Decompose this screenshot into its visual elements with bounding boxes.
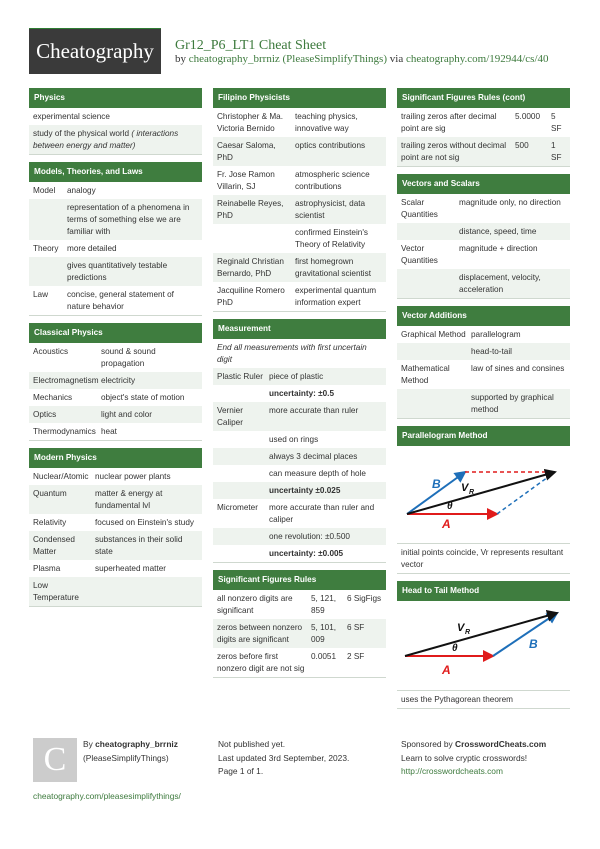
author-footer — [33, 738, 181, 804]
column-3 — [397, 88, 570, 716]
label-theta: θ — [452, 643, 458, 654]
sponsor-tagline: Learn to solve cryptic crosswords! — [401, 752, 528, 763]
last-updated: Last updated 3rd September, 2023. — [218, 752, 350, 763]
table-row — [397, 690, 570, 708]
table-row — [213, 648, 386, 677]
cell — [401, 392, 471, 416]
cell: all nonzero digits are significant — [217, 594, 293, 615]
cell: uncertainty: ±0.005 — [269, 549, 344, 558]
cell: Acoustics — [33, 347, 69, 356]
table-row — [213, 431, 386, 448]
byline — [175, 53, 595, 65]
cell: distance, speed, time — [459, 227, 537, 236]
head-to-tail-diagram — [397, 601, 570, 681]
cell: Fr. Jose Ramon Villarin, SJ — [217, 170, 275, 191]
cell: light and color — [101, 410, 152, 419]
cell — [33, 128, 198, 152]
physics-section — [29, 88, 202, 155]
table-row — [213, 339, 386, 368]
column-2 — [213, 88, 386, 685]
sponsor-url-link[interactable]: http://crosswordcheats.com — [401, 766, 503, 776]
table-row — [213, 545, 386, 562]
table-row — [397, 108, 570, 137]
cell: gives quantitatively testable predictions — [67, 261, 168, 282]
table-row — [397, 326, 570, 343]
section-header: Filipino Physicists — [213, 88, 386, 108]
cell: nuclear power plants — [95, 472, 171, 481]
footer-author-link[interactable]: cheatography_brrniz — [95, 739, 178, 749]
cell: superheated matter — [95, 564, 167, 573]
cell: Model — [33, 186, 56, 195]
cell: 6 SF — [347, 623, 365, 632]
cell: Condensed Matter — [33, 535, 75, 556]
cell — [217, 531, 269, 543]
cell: 5, 101, 009 — [311, 623, 337, 644]
cell: always 3 decimal places — [269, 452, 358, 461]
section-header: Models, Theories, and Laws — [29, 162, 202, 182]
table-row — [397, 543, 570, 573]
cell: uncertainty ±0.025 — [269, 486, 341, 495]
cell: astrophysicist, data scientist — [295, 199, 366, 220]
cell: representation of a phenomena in terms of something else we are familiar with — [67, 203, 190, 236]
table-row — [213, 528, 386, 545]
sponsor-line — [401, 738, 546, 752]
cell: 5, 121, 859 — [311, 594, 337, 615]
cell: magnitude + direction — [459, 244, 538, 253]
cell: optics contributions — [295, 141, 366, 150]
table-row — [29, 286, 202, 315]
cell — [217, 434, 269, 446]
cell: Law — [33, 290, 49, 299]
cell: electricity — [101, 376, 136, 385]
table-row — [213, 499, 386, 528]
table-row — [213, 385, 386, 402]
cell: Mechanics — [33, 393, 73, 402]
parallelogram-diagram — [397, 446, 570, 528]
section-header: Vectors and Scalars — [397, 174, 570, 194]
table-row — [29, 468, 202, 485]
label-a: A — [442, 663, 451, 677]
cell: experimental quantum information expert — [295, 286, 377, 307]
cell: zeros before first nonzero digit are not sig — [217, 652, 305, 673]
cell: 2 SF — [347, 652, 365, 661]
table-row — [29, 560, 202, 577]
table-row — [397, 240, 570, 269]
cell: Low Temperature — [33, 581, 79, 602]
cell: Plastic Ruler — [217, 372, 263, 381]
footer-profile-link[interactable]: cheatography.com/pleasesimplifythings/ — [33, 791, 181, 801]
cell: confirmed Einstein's Theory of Relativity — [295, 228, 369, 249]
table-row — [29, 577, 202, 606]
cell — [217, 451, 269, 463]
classical-physics-section — [29, 323, 202, 441]
cell: Plasma — [33, 564, 61, 573]
table-row — [29, 406, 202, 423]
page-count: Page 1 of 1. — [218, 766, 264, 776]
cheatography-logo[interactable]: Cheatography — [29, 29, 161, 74]
cell: Vernier Caliper — [217, 406, 243, 427]
cell: magnitude only, no direction — [459, 198, 561, 207]
by-text: By — [83, 739, 93, 749]
cell — [401, 346, 471, 358]
cell: Electromagnetism — [33, 376, 99, 385]
footer-author2: (PleaseSimplifyThings) — [83, 752, 169, 763]
section-header: Parallelogram Method — [397, 426, 570, 446]
cell-italic: ( interactions between energy and matter) — [33, 129, 179, 150]
vector-r-arrow — [407, 472, 555, 514]
cell: atmospheric science contributions — [295, 170, 370, 191]
cell: zeros between nonzero digits are significant — [217, 623, 303, 644]
table-row — [29, 240, 202, 257]
cell: can measure depth of hole — [269, 469, 366, 478]
table-row — [397, 360, 570, 389]
cell: 5 SF — [551, 112, 562, 133]
column-1 — [29, 88, 202, 614]
cell: analogy — [67, 186, 96, 195]
cell: teaching physics, innovative way — [295, 112, 358, 133]
table-row — [29, 257, 202, 286]
section-header: Vector Additions — [397, 306, 570, 326]
cell: substances in their solid state — [95, 535, 183, 556]
label-v: V — [461, 482, 469, 494]
table-row — [29, 125, 202, 154]
cell: Vector Quantities — [401, 244, 438, 265]
measurement-section — [213, 319, 386, 563]
table-row — [29, 485, 202, 514]
cell: End all measurements with first uncertain digit — [217, 343, 367, 364]
label-theta: θ — [447, 501, 453, 512]
label-r: R — [469, 489, 475, 496]
label-v: V — [457, 622, 465, 634]
table-row — [397, 137, 570, 166]
section-header: Modern Physics — [29, 448, 202, 468]
table-row — [29, 423, 202, 440]
table-row — [397, 194, 570, 223]
cell: concise, general statement of nature behavior — [67, 290, 174, 311]
cell: Theory — [33, 244, 59, 253]
table-row — [29, 199, 202, 240]
table-row — [213, 465, 386, 482]
label-r: R — [465, 629, 471, 636]
cell: focused on Einstein's study — [95, 518, 194, 527]
table-row — [213, 590, 386, 619]
cell: more detailed — [67, 244, 117, 253]
cell-text: study of the physical world — [33, 129, 130, 138]
cell: Caesar Saloma, PhD — [217, 141, 276, 162]
author-link[interactable]: cheatography_brrniz (PleaseSimplifyThings) — [188, 53, 388, 65]
section-header: Significant Figures Rules (cont) — [397, 88, 570, 108]
sponsor-footer — [401, 738, 546, 779]
table-row — [213, 282, 386, 311]
label-b: B — [529, 637, 538, 651]
cell: 6 SigFigs — [347, 594, 382, 603]
cell: more accurate than ruler — [269, 406, 359, 415]
table-row — [397, 269, 570, 298]
label-a: A — [442, 517, 451, 528]
head-to-tail-section — [397, 581, 570, 709]
cell — [217, 548, 269, 560]
cell: used on rings — [269, 435, 319, 444]
table-row — [29, 389, 202, 406]
table-row — [29, 343, 202, 372]
sponsor-prefix: Sponsored by — [401, 739, 453, 749]
table-row — [213, 224, 386, 253]
cell — [33, 260, 67, 284]
cell: Reinabelle Reyes, PhD — [217, 199, 284, 220]
table-row — [29, 514, 202, 531]
cell: Mathematical Method — [401, 364, 450, 385]
section-header: Head to Tail Method — [397, 581, 570, 601]
cell: parallelogram — [471, 330, 521, 339]
modern-physics-section — [29, 448, 202, 607]
sigfig-cont-section — [397, 88, 570, 167]
table-row — [213, 166, 386, 195]
cell — [217, 485, 269, 497]
cell: matter & energy at fundamental lvl — [95, 489, 163, 510]
cell — [401, 272, 459, 296]
cell: Scalar Quantities — [401, 198, 438, 219]
table-row — [397, 223, 570, 240]
cell: law of sines and consines — [471, 364, 565, 373]
vector-additions-section — [397, 306, 570, 419]
table-row — [213, 137, 386, 166]
cell: Christopher & Ma. Victoria Bernido — [217, 112, 283, 133]
cell: object's state of motion — [101, 393, 185, 402]
cell — [401, 226, 459, 238]
cell: Graphical Method — [401, 330, 466, 339]
cell: Thermodynamics — [33, 427, 96, 436]
via-text: via — [389, 53, 404, 65]
table-row — [213, 108, 386, 137]
cell: displacement, velocity, acceleration — [459, 273, 541, 294]
cell — [217, 468, 269, 480]
vectors-scalars-section — [397, 174, 570, 299]
cell: Quantum — [33, 489, 67, 498]
cell: heat — [101, 427, 117, 436]
sponsor-name[interactable]: CrosswordCheats.com — [455, 739, 547, 749]
table-row — [213, 253, 386, 282]
parallelogram-section — [397, 426, 570, 574]
cell: supported by graphical method — [471, 393, 554, 414]
cell — [33, 202, 67, 238]
section-header: Measurement — [213, 319, 386, 339]
cell: experimental science — [33, 112, 110, 121]
cell — [95, 580, 198, 604]
avatar[interactable]: C — [33, 738, 77, 782]
table-row — [29, 108, 202, 125]
table-row — [213, 195, 386, 224]
status-footer — [218, 738, 349, 779]
table-row — [213, 482, 386, 499]
table-row — [397, 343, 570, 360]
label-b: B — [432, 477, 441, 491]
sheet-url-link[interactable]: cheatography.com/192944/cs/40 — [405, 53, 549, 65]
cell: uses the Pythagorean theorem — [401, 695, 513, 704]
cell: trailing zeros after decimal point are sig — [401, 112, 497, 133]
cell — [217, 227, 295, 251]
section-header: Classical Physics — [29, 323, 202, 343]
cell: initial points coincide, Vr represents resultant vector — [401, 548, 564, 569]
table-row — [213, 448, 386, 465]
cell: Reginald Christian Bernardo, PhD — [217, 257, 284, 278]
cell: Optics — [33, 410, 57, 419]
models-section — [29, 162, 202, 316]
author-block — [33, 738, 181, 782]
cell: Relativity — [33, 518, 67, 527]
cell: Nuclear/Atomic — [33, 472, 89, 481]
section-header: Physics — [29, 88, 202, 108]
table-row — [29, 182, 202, 199]
by-prefix: by — [175, 53, 186, 65]
table-row — [29, 531, 202, 560]
cell: sound & sound propagation — [101, 347, 156, 368]
cell: 1 SF — [551, 141, 562, 162]
table-row — [397, 389, 570, 418]
cell: first homegrown gravitational scientist — [295, 257, 371, 278]
cell — [217, 388, 269, 400]
table-row — [213, 619, 386, 648]
cell: Micrometer — [217, 503, 258, 512]
page-title: Gr12_P6_LT1 Cheat Sheet — [175, 38, 327, 53]
table-row — [213, 402, 386, 431]
cell: uncertainty: ±0.5 — [269, 389, 335, 398]
publish-status: Not published yet. — [218, 739, 286, 749]
cell: head-to-tail — [471, 347, 512, 356]
footer-author-line — [83, 738, 178, 752]
cell: trailing zeros without decimal point are not sig — [401, 141, 507, 162]
vector-b-arrow — [493, 613, 557, 656]
cell: 0.0051 — [311, 652, 337, 661]
cell: 5.0000 — [515, 112, 541, 121]
section-header: Significant Figures Rules — [213, 570, 386, 590]
filipino-physicists-section — [213, 88, 386, 312]
sigfig-section — [213, 570, 386, 678]
cell: piece of plastic — [269, 372, 324, 381]
table-row — [213, 368, 386, 385]
table-row — [29, 372, 202, 389]
cell: 500 — [515, 141, 529, 150]
cell: Jacquiline Romero PhD — [217, 286, 285, 307]
cell: more accurate than ruler and caliper — [269, 503, 375, 524]
dashed-b-line — [497, 472, 555, 514]
cell: one revolution: ±0.500 — [269, 532, 350, 541]
